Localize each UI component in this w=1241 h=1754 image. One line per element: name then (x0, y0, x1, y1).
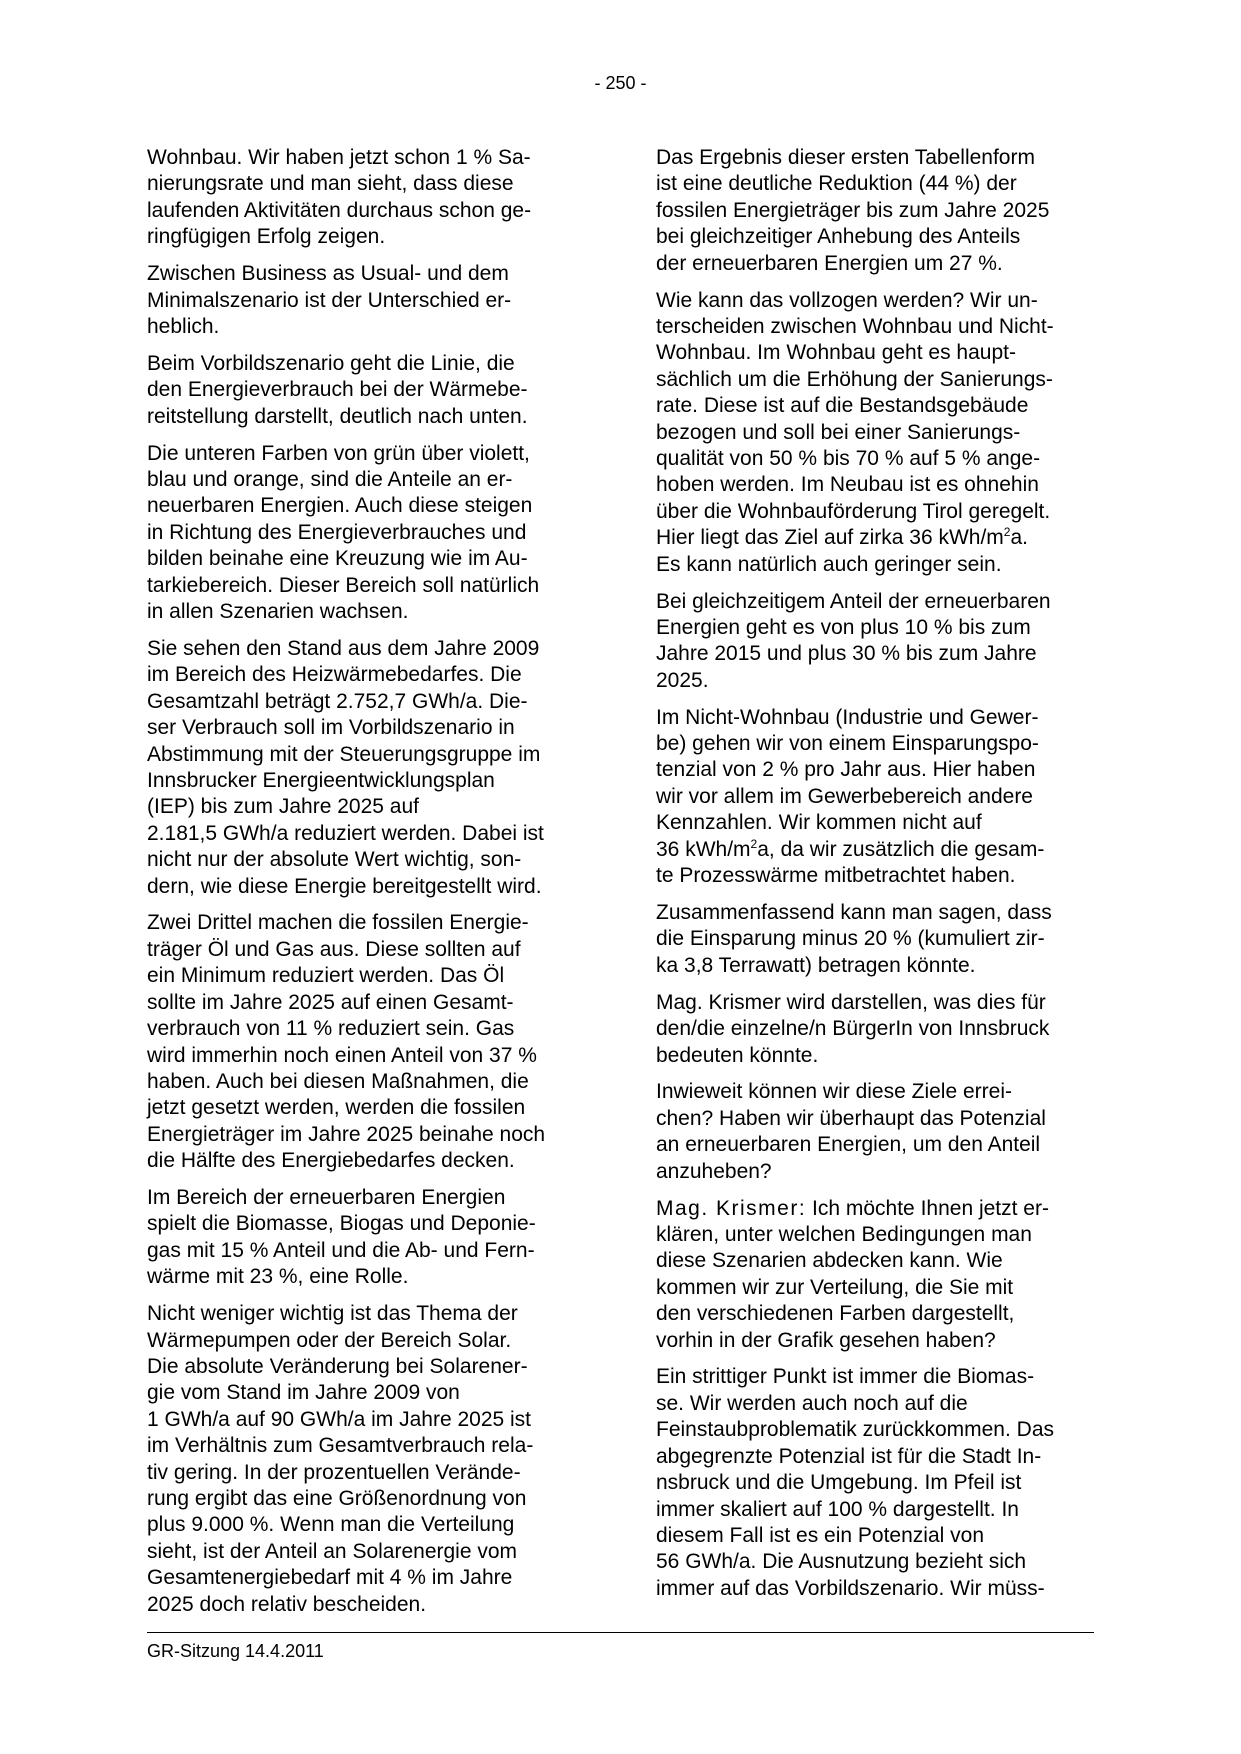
right-column (656, 145, 1096, 1613)
footer-text: GR-Sitzung 14.4.2011 (147, 1641, 324, 1661)
paragraph: Zusammenfassend kann man sagen, dass die Einsparung minus 20 % (kumuliert zir- ka 3,8 Terrawatt) betragen könnte. (656, 900, 1052, 977)
text-run: Im Nicht-Wohnbau (Industrie und Gewer- be) gehen wir von einem Einsparungspo- tenzial von 2 % pro Jahr aus. Hier haben wir vor allem im Gewerbebereich andere Kennzahlen. Wir kommen nicht auf 36 kWh/m (656, 705, 1039, 861)
paragraph: Die unteren Farben von grün über violett, blau und orange, sind die Anteile an er- neuerbaren Energien. Auch diese steigen in Richtung des Energieverbrauches und bilden beinahe eine Kreuzung wie im Au- tarkiebereich. Dieser Bereich soll natürlich in allen Szenarien wachsen. (147, 441, 540, 623)
text-run: a, da wir zusätzlich die gesam- te Prozesswärme mitbetrachtet haben. (656, 837, 1045, 888)
superscript: 2 (1003, 525, 1011, 540)
left-column (147, 145, 587, 1629)
paragraph: Ein strittiger Punkt ist immer die Biomas- se. Wir werden auch noch auf die Feinstaubproblematik zurückkommen. Das abgegrenzte Potenzial ist für die Stadt In- nsbruck und die Umgebung. Im Pfeil ist immer skaliert auf 100 % dargestellt. In diesem Fall ist es ein Potenzial von 56 GWh/a. Die Ausnutzung bezieht sich immer auf das Vorbildszenario. Wir müss- (656, 1365, 1054, 1600)
speaker-name: Mag. Krismer: (656, 1196, 807, 1220)
text-run: a. Es kann natürlich auch geringer sein. (656, 526, 1028, 576)
paragraph: Zwei Drittel machen die fossilen Energie- träger Öl und Gas aus. Diese sollten auf ein Minimum reduziert werden. Das Öl sollte im Jahre 2025 auf einen Gesamt- verbrauch von 11 % reduziert sein. Gas wird immerhin noch einen Anteil von 37 % haben. Auch bei diesen Maßnahmen, die jetzt gesetzt werden, werden die fossilen Energieträger im Jahre 2025 beinahe noch die Hälfte des Energiebedarfes decken. (147, 911, 546, 1173)
paragraph: Beim Vorbildszenario geht die Linie, die den Energieverbrauch bei der Wärmebe- reitstellung darstellt, deutlich nach unten. (147, 351, 528, 428)
paragraph: Nicht weniger wichtig ist das Thema der Wärmepumpen oder der Bereich Solar. Die absolute Veränderung bei Solarener- gie vom Stand im Jahre 2009 von 1 GWh/a auf 90 GWh/a im Jahre 2025 ist im Verhältnis zum Gesamtverbrauch rela- tiv gering. In der prozentuellen Verände- rung ergibt das eine Größenordnung von plus 9.000 %. Wenn man die Verteilung sieht, ist der Anteil an Solarenergie vom Gesamtenergiebedarf mit 4 % im Jahre 2025 doch relativ bescheiden. (147, 1302, 534, 1616)
paragraph: Mag. Krismer wird darstellen, was dies für den/die einzelne/n BürgerIn von Innsbruck bedeuten könnte. (656, 990, 1050, 1067)
paragraph: Inwieweit können wir diese Ziele errei- chen? Haben wir überhaupt das Potenzial an erneuerbaren Energien, um den Anteil anzuheben? (656, 1080, 1046, 1183)
text-run: Wie kann das vollzogen werden? Wir un- terscheiden zwischen Wohnbau und Nicht- Wohnbau. Im Wohnbau geht es haupt- sächlich um die Erhöhung der Sanierungs- rate. Diese ist auf die Bestandsgebäude bezogen und soll bei einer Sanierungs- qualität von 50 % bis 70 % auf 5 % ange- hoben werden. Im Neubau ist es ohnehin über die Wohnbauförderung Tirol geregelt. Hier liegt das Ziel auf zirka 36 kWh/m (656, 288, 1054, 550)
paragraph (656, 1196, 1096, 1354)
paragraph: Das Ergebnis dieser ersten Tabellenform ist eine deutliche Reduktion (44 %) der fossilen Energieträger bis zum Jahre 2025 bei gleichzeitiger Anhebung des Anteils der erneuerbaren Energien um 27 %. (656, 146, 1050, 275)
paragraph: Sie sehen den Stand aus dem Jahre 2009 im Bereich des Heizwärmebedarfes. Die Gesamtzahl beträgt 2.752,7 GWh/a. Die- ser Verbrauch soll im Vorbildszenario in Abstimmung mit der Steuerungsgruppe im Innsbrucker Energieentwicklungsplan (IEP) bis zum Jahre 2025 auf 2.181,5 GWh/a reduziert werden. Dabei ist nicht nur der absolute Wert wichtig, son- dern, wie diese Energie bereitgestellt wird. (147, 636, 544, 898)
paragraph (656, 288, 1096, 578)
superscript: 2 (750, 836, 758, 851)
page-number: - 250 - (594, 73, 647, 93)
paragraph: Bei gleichzeitigem Anteil der erneuerbaren Energien geht es von plus 10 % bis zum Jahre 2015 und plus 30 % bis zum Jahre 2025. (656, 589, 1051, 692)
paragraph: Im Bereich der erneuerbaren Energien spielt die Biomasse, Biogas und Deponie- gas mit 15 % Anteil und die Ab- und Fern- wärme mit 23 %, eine Rolle. (147, 1186, 536, 1289)
footer-divider (147, 1632, 1094, 1633)
paragraph (656, 705, 1096, 890)
text-run: Ich möchte Ihnen jetzt er- klären, unter welchen Bedingungen man diese Szenarien abdecken kann. Wie kommen wir zur Verteilung, die Sie mit den verschiedenen Farben dargestellt, vorhin in der Grafik gesehen haben? (656, 1196, 1049, 1352)
paragraph: Zwischen Business as Usual- und dem Minimalszenario ist der Unterschied er- heblich. (147, 262, 512, 338)
paragraph: Wohnbau. Wir haben jetzt schon 1 % Sa- nierungsrate und man sieht, dass diese laufenden Aktivitäten durchaus schon ge- ringfügigen Erfolg zeigen. (147, 146, 532, 249)
